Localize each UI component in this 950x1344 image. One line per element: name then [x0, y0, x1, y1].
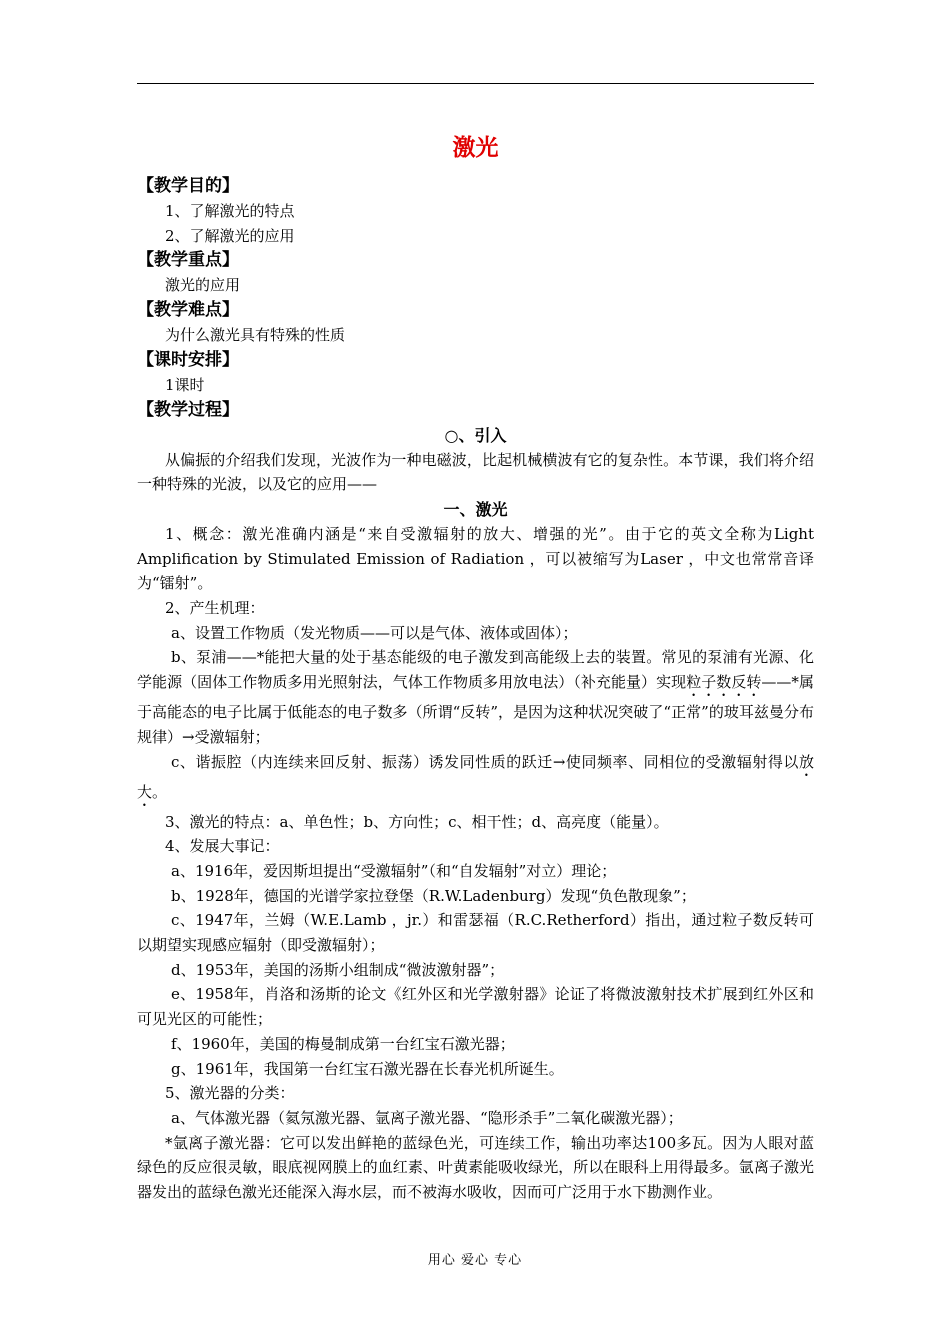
features-paragraph: 3、激光的特点：a、单色性；b、方向性；c、相干性；d、高亮度（能量）。: [165, 812, 669, 831]
history-item: e、1958年，肖洛和汤斯的论文《红外区和光学激射器》论证了将微波激射技术扩展到红外区和可见光区的可能性；: [137, 985, 814, 1029]
mechanism-c-emphasis: 放大: [137, 752, 814, 801]
difficulty-heading: 【教学难点】: [137, 300, 239, 321]
mechanism-b-text: b、泵浦——*能把大量的处于基态能级的电子激发到高能级上去的装置。常见的泵浦有光源、化学能源（固体工作物质多用光照射法，气体工作物质多用放电法）（补充能量）实现: [137, 648, 814, 692]
mechanism-a: a、设置工作物质（发光物质——可以是气体、液体或固体）；: [171, 623, 578, 642]
mechanism-b-text-2: ——*属于高能态的电子比属于低能态的电子数多（所谓“反转”，是因为这种状况突破了“正常”的玻耳兹曼分布规律）→受激辐射；: [137, 673, 814, 746]
focus-text: 激光的应用: [165, 276, 241, 295]
focus-heading: 【教学重点】: [137, 250, 239, 271]
header-rule: [137, 83, 814, 84]
history-item: c、1947年，兰姆（W.E.Lamb ，jr.）和雷瑟福（R.C.Retherford）指出，通过粒子数反转可以期望实现感应辐射（即受激辐射）；: [137, 911, 814, 955]
history-heading: 4、发展大事记：: [165, 837, 280, 856]
goal-heading: 【教学目的】: [137, 176, 239, 196]
goal-item-1: 1、了解激光的特点: [165, 202, 295, 220]
types-a: a、气体激光器（氦氖激光器、氩离子激光器、“隐形杀手”二氧化碳激光器）；: [171, 1108, 683, 1127]
history-item: d、1953年，美国的汤斯小组制成“微波激射器”；: [171, 960, 505, 979]
mechanism-b: [137, 645, 814, 749]
process-heading: 【教学过程】: [137, 399, 239, 420]
argon-laser-note: *氩离子激光器：它可以发出鲜艳的蓝绿色光，可连续工作，输出功率达100多瓦。因为人眼对蓝绿色的反应很灵敏，眼底视网膜上的血红素、叶黄素能吸收绿光，所以在眼科上用得最多。氩离子激光器发出的蓝绿色激光还能深入海水层，而不被海水吸收，因而可广泛用于水下勘测作业。: [137, 1133, 814, 1202]
history-item: a、1916年，爱因斯坦提出“受激辐射”（和“自发辐射”对立）理论；: [171, 861, 617, 880]
document-body: [137, 128, 814, 1205]
history-item: f、1960年，美国的梅曼制成第一台红宝石激光器；: [171, 1034, 515, 1053]
history-item: g、1961年，我国第一台红宝石激光器在长春光机所诞生。: [171, 1059, 564, 1078]
laser-heading: 一、激光: [443, 499, 508, 519]
goal-item-2: 2、了解激光的应用: [165, 226, 295, 245]
schedule-heading: 【课时安排】: [137, 349, 239, 370]
intro-heading: ○、引入: [444, 425, 507, 445]
mechanism-heading: 2、产生机理：: [165, 599, 265, 618]
history-item: b、1928年，德国的光谱学家拉登堡（R.W.Ladenburg）发现“负色散现象”；: [171, 886, 696, 905]
page-footer: 用心 爱心 专心: [427, 1253, 523, 1268]
difficulty-text: 为什么激光具有特殊的性质: [165, 326, 346, 345]
mechanism-b-emphasis: 粒子数反转: [686, 673, 762, 692]
concept-paragraph: 1、概念：激光准确内涵是“来自受激辐射的放大、增强的光”。由于它的英文全称为Light Amplification by Stimulated Emission of Radiation ，可以被缩写为Laser ，中文也常常音译为“镭射”。: [137, 524, 814, 593]
mechanism-c: [137, 750, 814, 810]
mechanism-c-text-2: 。: [152, 782, 168, 801]
mechanism-c-text: c、谐振腔（内连续来回反射、振荡）诱发同性质的跃迁→使同频率、同相位的受激辐射得以: [171, 752, 799, 771]
schedule-text: 1课时: [165, 375, 205, 394]
types-heading: 5、激光器的分类：: [165, 1084, 295, 1103]
page-title: 激光: [452, 135, 499, 161]
intro-paragraph: 从偏振的介绍我们发现，光波作为一种电磁波，比起机械横波有它的复杂性。本节课，我们将介绍一种特殊的光波，以及它的应用——: [137, 450, 814, 494]
